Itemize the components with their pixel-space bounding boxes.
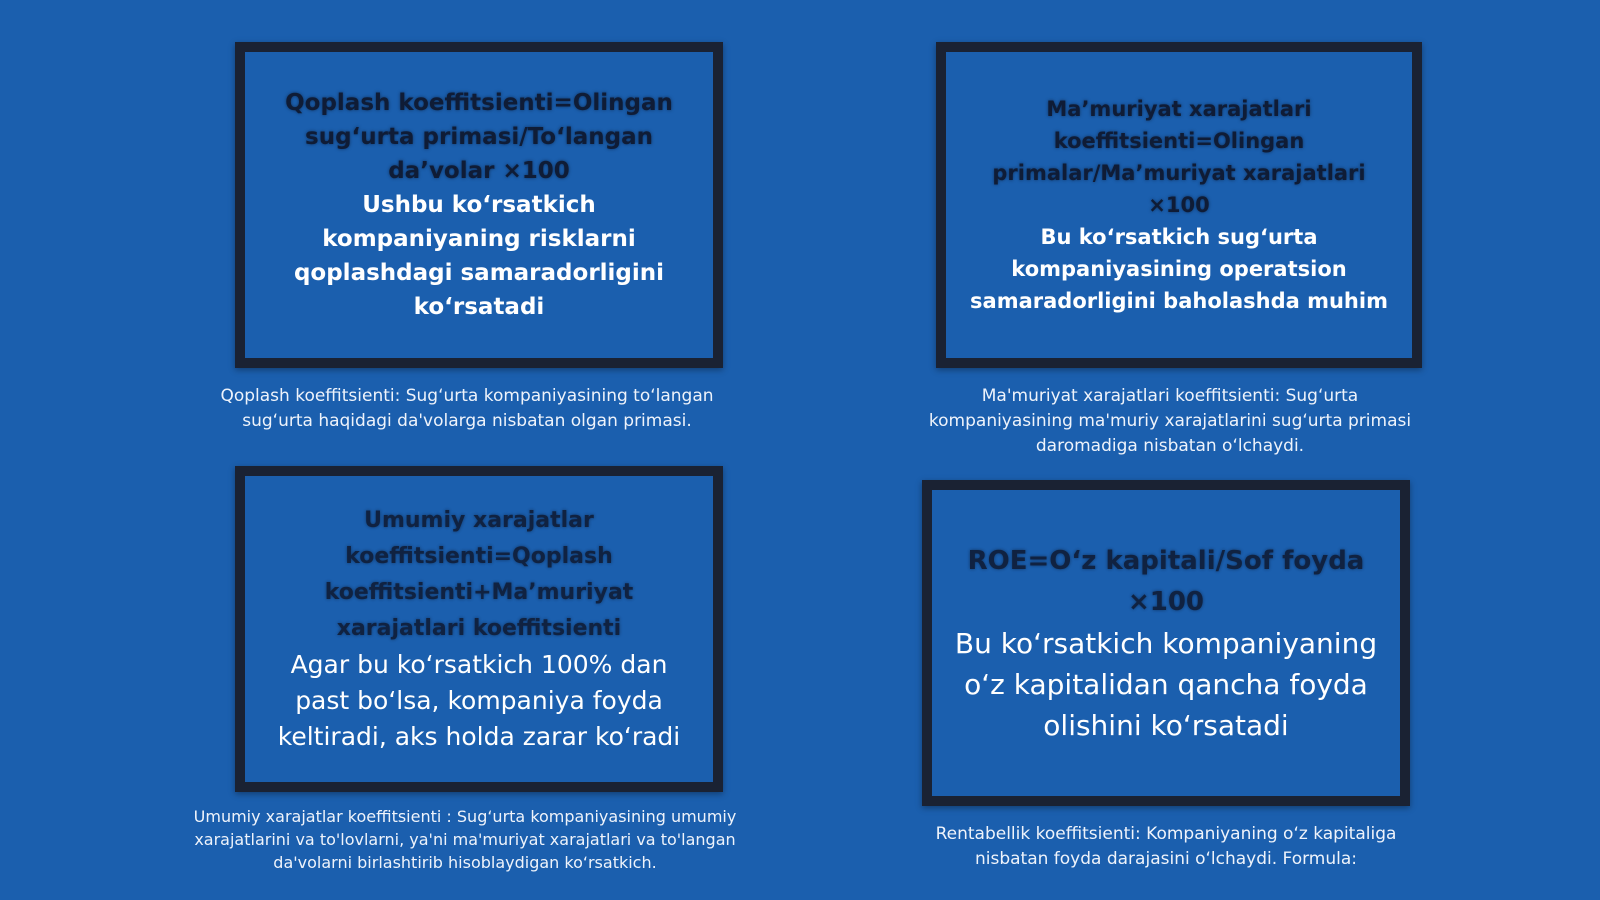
- card-formula: Umumiy xarajatlar koeffitsienti=Qoplash koeffitsienti+Ma’muriyat xarajatlari koeffitsienti: [324, 508, 634, 641]
- card-caption: Rentabellik koeffitsienti: Kompaniyaning o‘z kapitaliga nisbatan foyda darajasini o‘lchaydi. Formula:: [935, 824, 1397, 869]
- card-formula: Ma’muriyat xarajatlari koeffitsienti=Olingan primalar/Ma’muriyat xarajatlari ×100: [992, 97, 1366, 217]
- card-explanation: Bu ko‘rsatkich sug‘urta kompaniyasining operatsion samaradorligini baholashda muhim: [970, 225, 1388, 313]
- card-formula: ROE=O‘z kapitali/Sof foyda ×100: [967, 545, 1365, 617]
- formula-card-coverage-ratio: [235, 42, 723, 368]
- card-caption: Ma'muriyat xarajatlari koeffitsienti: Sug‘urta kompaniyasining ma'muriy xarajatlarini sug‘urta primasi daromadiga nisbatan o‘lchaydi.: [928, 386, 1412, 456]
- card-explanation: Ushbu ko‘rsatkich kompaniyaning risklarni qoplashdagi samaradorligini ko‘rsatadi: [293, 192, 665, 320]
- card-caption: Qoplash koeffitsienti: Sug‘urta kompaniyasining to‘langan sug‘urta haqidagi da'volarga nisbatan olgan primasi.: [220, 386, 714, 431]
- formula-card-admin-expense-ratio: [936, 42, 1422, 368]
- formula-card-roe: [922, 480, 1410, 806]
- card-explanation: Bu ko‘rsatkich kompaniyaning o‘z kapitalidan qancha foyda olishini ko‘rsatadi: [954, 626, 1378, 742]
- formula-card-combined-ratio: [235, 466, 723, 792]
- card-explanation: Agar bu ko‘rsatkich 100% dan past bo‘lsa, kompaniya foyda keltiradi, aks holda zarar ko‘radi: [277, 650, 681, 751]
- card-formula: Qoplash koeffitsienti=Olingan sug‘urta primasi/To‘langan da’volar ×100: [285, 90, 673, 184]
- card-caption: Umumiy xarajatlar koeffitsienti : Sug‘urta kompaniyasining umumiy xarajatlarini va to'lovlarni, ya'ni ma'muriyat xarajatlari va to'langan da'volarni birlashtirib hisoblaydigan ko‘rsatkich.: [193, 807, 737, 872]
